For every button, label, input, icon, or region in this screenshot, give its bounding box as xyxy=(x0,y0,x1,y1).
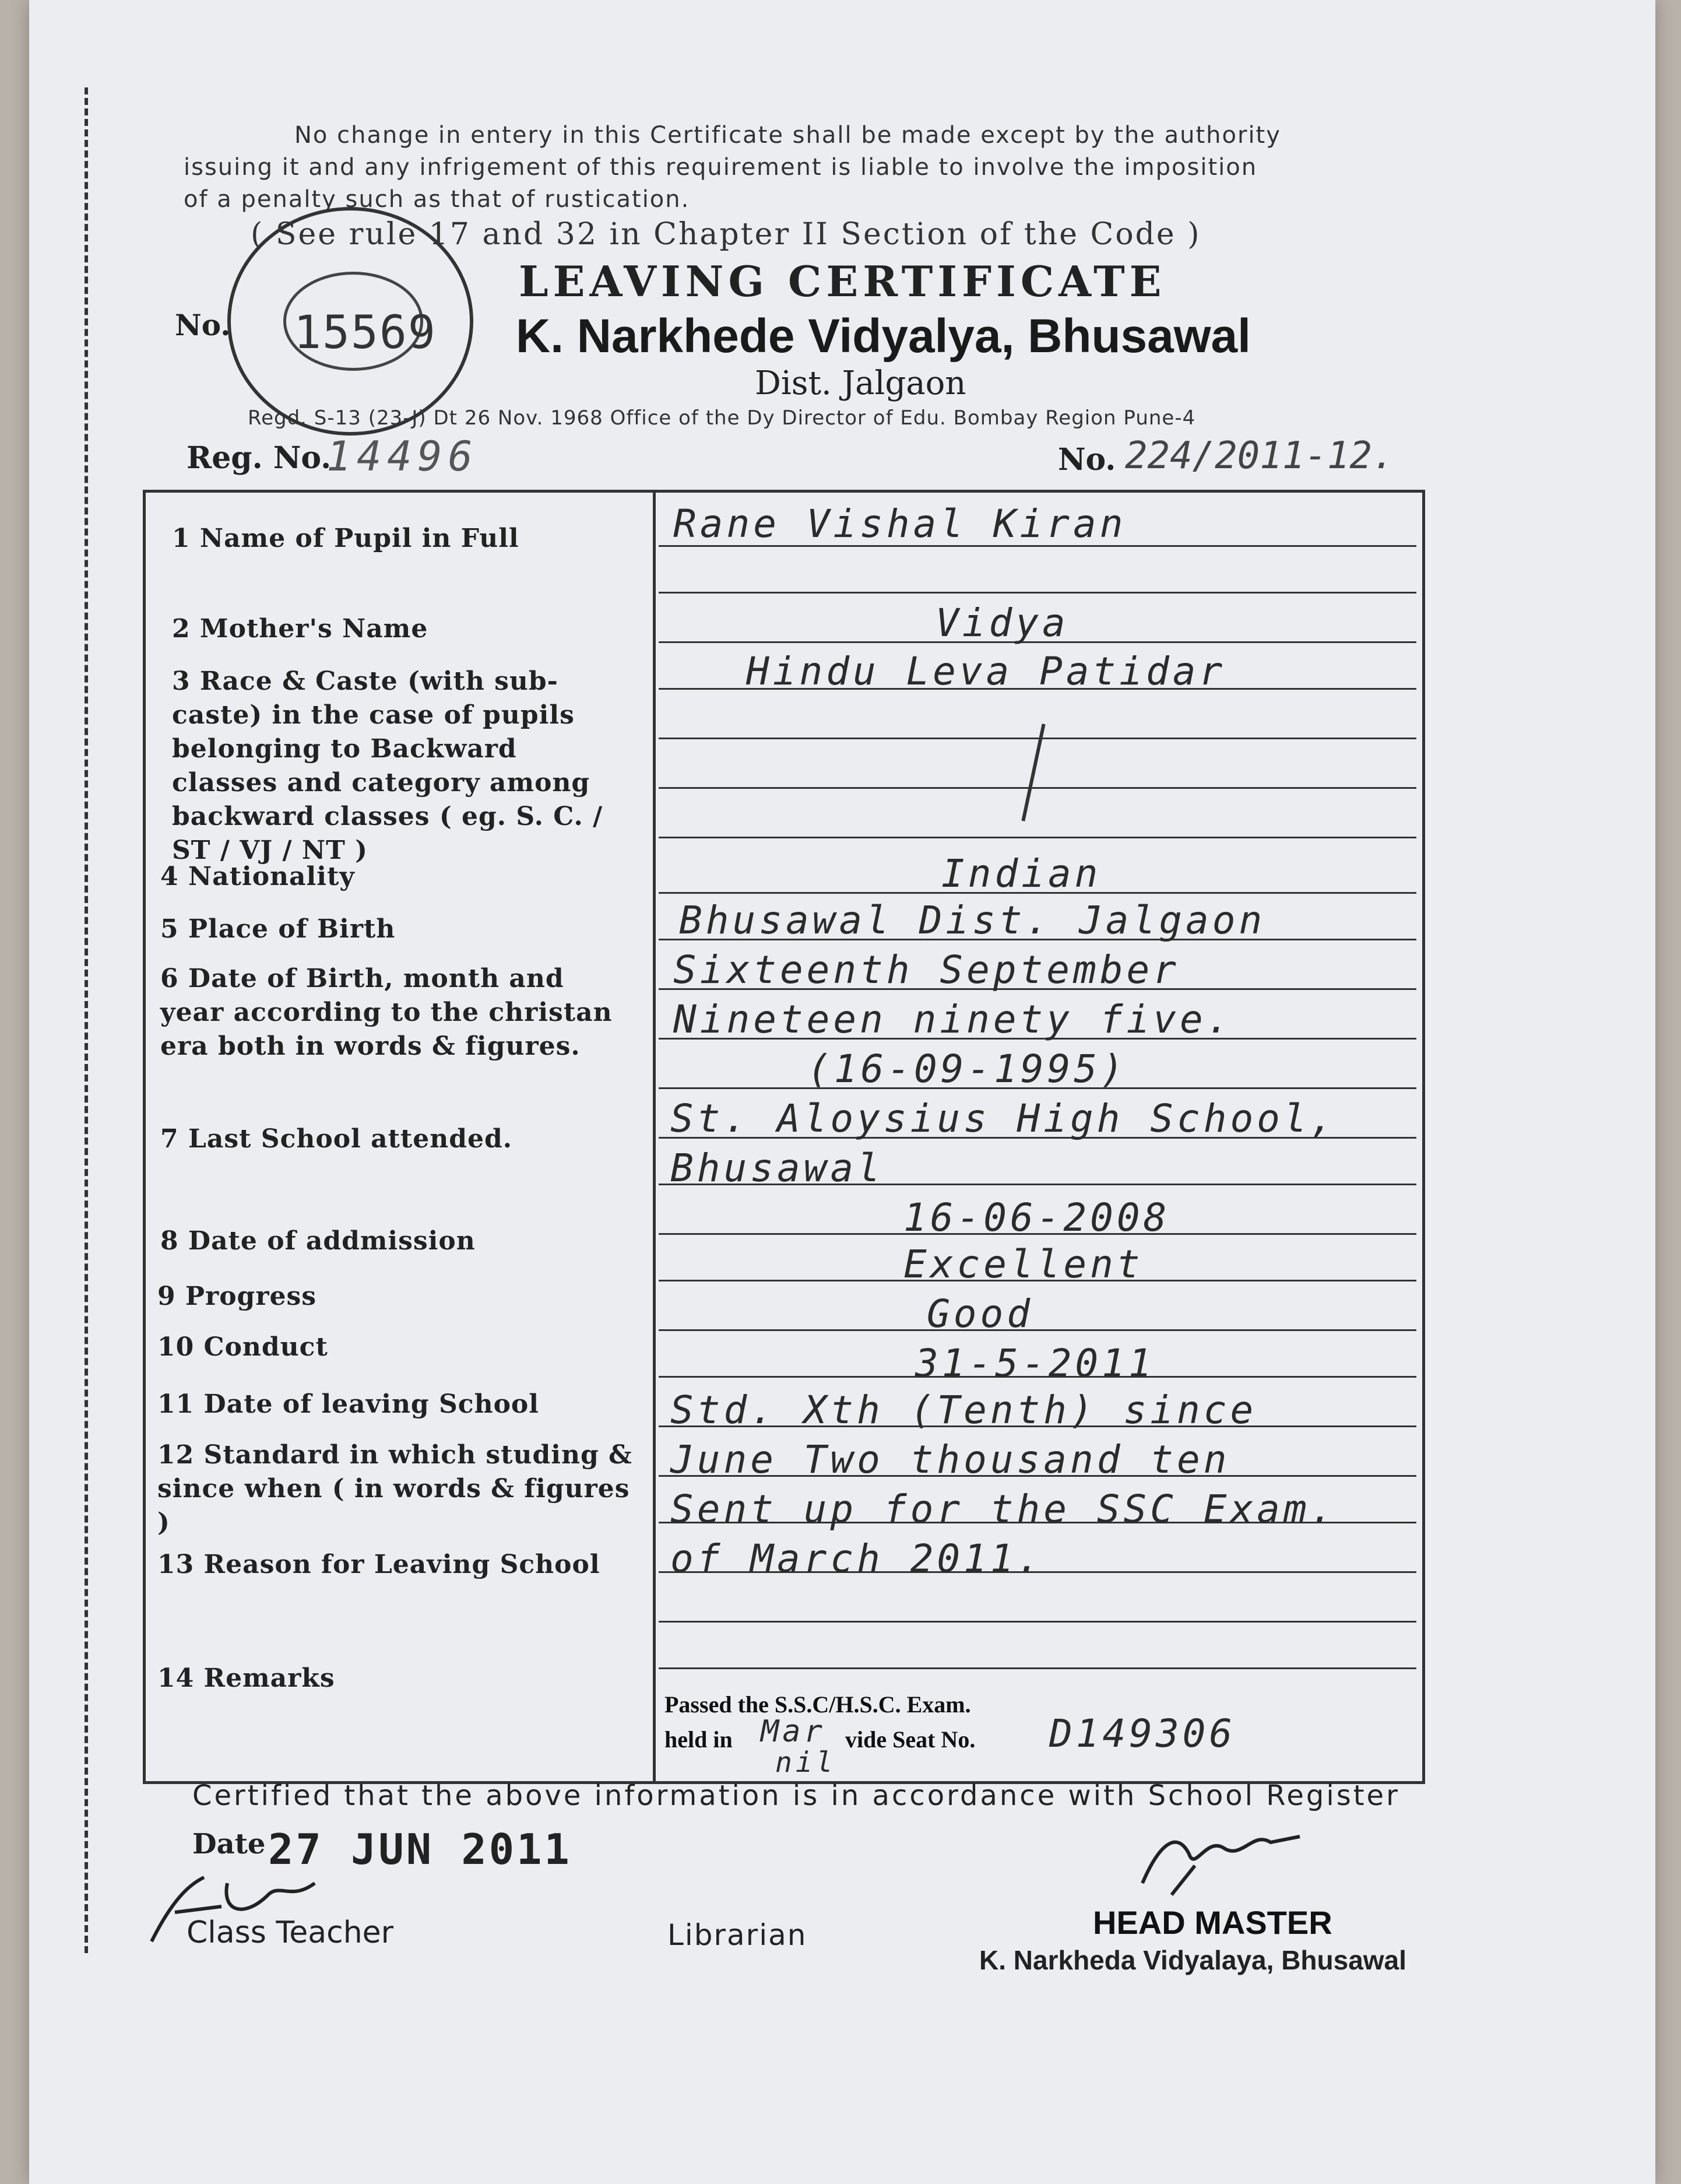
leaving-date-value: 31-5-2011 xyxy=(915,1341,1155,1386)
librarian-label: Librarian xyxy=(667,1918,807,1952)
district-name: Dist. Jalgaon xyxy=(755,364,966,402)
class-teacher-label: Class Teacher xyxy=(187,1915,394,1950)
date-label: Date xyxy=(192,1828,266,1860)
admission-date-value: 16-06-2008 xyxy=(903,1195,1170,1240)
field-label-3: 3 Race & Caste (with sub-caste) in the case of pupils belonging to Backward classes and category among backward classes ( eg. S. C. / ST / VJ / NT ) xyxy=(172,666,603,865)
reason-line-1: Sent up for the SSC Exam. xyxy=(670,1487,1337,1532)
remarks-exam-month: Mar xyxy=(761,1714,826,1749)
perforation-margin xyxy=(85,87,88,1953)
rule-line xyxy=(659,1667,1416,1669)
rule-line xyxy=(659,1621,1416,1623)
certificate-paper xyxy=(29,0,1655,2184)
field-label-2: 2 Mother's Name xyxy=(172,614,428,644)
notice-text xyxy=(184,120,1384,216)
date-stamp-value: 27 JUN 2011 xyxy=(268,1825,572,1874)
reg-no-value: 14496 xyxy=(326,433,479,480)
field-label-6: 6 Date of Birth, month and year according to the christan era both in words & figures. xyxy=(160,964,613,1061)
field-label-10: 10 Conduct xyxy=(157,1332,328,1362)
certificate-table xyxy=(143,490,1425,1784)
dob-figures: (16-09-1995) xyxy=(807,1047,1127,1091)
progress-value: Excellent xyxy=(903,1242,1144,1287)
caste-value: Hindu Leva Patidar xyxy=(746,649,1226,694)
school-seal-stamp xyxy=(227,207,473,436)
head-master-label: HEAD MASTER xyxy=(1093,1904,1332,1941)
rule-line xyxy=(659,738,1416,739)
nationality-value: Indian xyxy=(941,851,1102,896)
standard-line-1: Std. Xth (Tenth) since xyxy=(670,1388,1257,1432)
cert-no-label: No. xyxy=(1058,442,1116,477)
standard-line-2: June Two thousand ten xyxy=(670,1437,1230,1482)
field-label-9: 9 Progress xyxy=(157,1281,317,1311)
remarks-printed-line-1: Passed the S.S.C/H.S.C. Exam. xyxy=(664,1691,971,1718)
rule-line xyxy=(659,592,1416,594)
certificate-title: LEAVING CERTIFICATE xyxy=(519,257,1166,306)
table-divider xyxy=(653,493,656,1781)
field-label-8: 8 Date of addmission xyxy=(160,1226,476,1256)
mother-name-value: Vidya xyxy=(936,601,1069,645)
remarks-seat-number: D149306 xyxy=(1049,1711,1236,1756)
rule-line xyxy=(659,787,1416,789)
last-school-line-1: St. Aloysius High School, xyxy=(670,1096,1337,1141)
cert-no-value: 224/2011-12. xyxy=(1125,434,1395,477)
reason-line-2: of March 2011. xyxy=(670,1536,1044,1581)
field-label-1: 1 Name of Pupil in Full xyxy=(172,524,519,553)
seal-number: 15569 xyxy=(294,307,437,359)
last-school-line-2: Bhusawal xyxy=(670,1146,884,1191)
notice-line-3: of a penalty such as that of rustication. xyxy=(184,186,690,213)
field-label-5: 5 Place of Birth xyxy=(160,914,396,944)
pupil-name-value: Rane Vishal Kiran xyxy=(673,501,1127,546)
school-name: K. Narkhede Vidyalya, Bhusawal xyxy=(516,310,1251,363)
registration-line: Regd. S-13 (23-J) Dt 26 Nov. 1968 Office of the Dy Director of Edu. Bombay Region Pune-4 xyxy=(248,406,1196,430)
remarks-printed-held-in: held in xyxy=(664,1726,733,1753)
field-label-14: 14 Remarks xyxy=(157,1663,335,1693)
serial-no-label: No. xyxy=(175,308,231,342)
rule-line xyxy=(659,1329,1416,1331)
conduct-value: Good xyxy=(927,1291,1033,1336)
field-label-12: 12 Standard in which studing & since when ( in words & figures ) xyxy=(157,1440,632,1537)
field-label-7: 7 Last School attended. xyxy=(160,1124,513,1154)
reg-no-label: Reg. No. xyxy=(187,440,332,476)
field-label-4: 4 Nationality xyxy=(160,862,355,891)
rule-line xyxy=(659,837,1416,838)
birthplace-value: Bhusawal Dist. Jalgaon xyxy=(679,898,1266,943)
field-label-13: 13 Reason for Leaving School xyxy=(157,1550,600,1579)
field-label-11: 11 Date of leaving School xyxy=(157,1389,539,1419)
head-master-signature xyxy=(1125,1819,1311,1906)
remarks-printed-seat: vide Seat No. xyxy=(845,1726,976,1753)
dob-words-line-1: Sixteenth September xyxy=(673,947,1180,992)
rule-reference: ( See rule 17 and 32 in Chapter II Section of the Code ) xyxy=(251,217,1201,252)
remarks-nil: nil xyxy=(775,1746,836,1779)
certification-statement: Certified that the above information is in accordance with School Register xyxy=(192,1779,1400,1812)
dob-words-line-2: Nineteen ninety five. xyxy=(673,997,1233,1042)
notice-line-2: issuing it and any infrigement of this requirement is liable to involve the imposition xyxy=(184,154,1258,181)
notice-line-1: No change in entery in this Certificate shall be made except by the authority xyxy=(294,122,1281,149)
head-master-school: K. Narkheda Vidyalaya, Bhusawal xyxy=(979,1945,1406,1975)
